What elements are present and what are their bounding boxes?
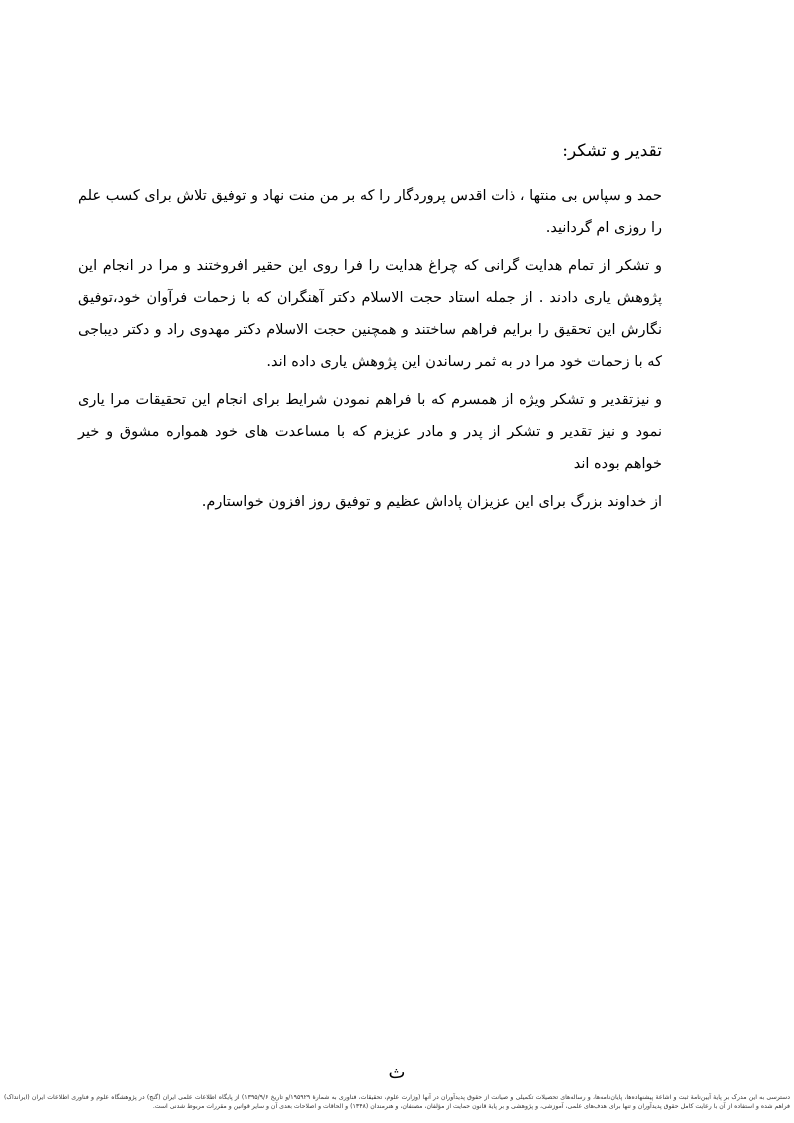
paragraph-thanks-advisors: و تشکر از تمام هدایت گرانی که چراغ هدایت را فرا روی این حقیر افروختند و مرا در انجام این پژوهش یاری دادند . از جمله استاد حجت الاسلام دکتر آهنگران که با زحمات فرآوان خود،توفیق نگارش این تحقیق را برایم فراهم ساختند و همچنین حجت الاسلام دکتر مهدوی راد و دکتر دیباجی که با زحمات خود مرا در به ثمر رساندن این پژوهش یاری داده اند. [78, 258, 662, 370]
page-title: تقدیر و تشکر: [562, 141, 662, 161]
paragraph-thanks-family: و نیزتقدیر و تشکر ویژه از همسرم که با فراهم نمودن شرایط برای انجام این تحقیقات مرا یاری نمود و نیز تقدیر و تشکر از پدر و مادر عزیزم که با مساعدت های خود همواره مشوق و خیر خواهم بوده اند [78, 392, 662, 472]
copyright-footer-note: دسترسی به این مدرک بر پایهٔ آیین‌نامهٔ ثبت و اشاعهٔ پیشنهاده‌ها، پایان‌نامه‌ها، و رساله‌های تحصیلات تکمیلی و صیانت از حقوق پدیدآوران در آنها (وزارت علوم، تحقیقات، فناوری به شمارهٔ ۱۹۵۹۲۹/و تاریخ ۱۳۹۵/۹/۶) از پایگاه اطلاعات علمی ایران (گنج) در پژوهشگاه علوم و فناوری اطلاعات ایران (ایرانداک) فراهم شده و استفاده از آن با رعایت کامل حقوق پدیدآوران و تنها برای هدف‌های علمی، آموزشی، و پژوهشی و بر پایهٔ قانون حمایت از مؤلفان، مصنفان، و هنرمندان (۱۳۴۸) و الحاقات و اصلاحات بعدی آن و سایر قوانین و مقررات مربوط شدنی است. [4, 1094, 790, 1110]
paragraph-closing-prayer: از خداوند بزرگ برای این عزیزان پاداش عظیم و توفیق روز افزون خواستارم. [201, 494, 662, 510]
page-content [78, 138, 662, 524]
page-number: ث [388, 1062, 406, 1083]
paragraph-gratitude-god: حمد و سپاس بی منتها ، ذات اقدس پروردگار را که بر من منت نهاد و توفیق تلاش برای کسب علم را روزی ام گردانید. [78, 188, 662, 236]
